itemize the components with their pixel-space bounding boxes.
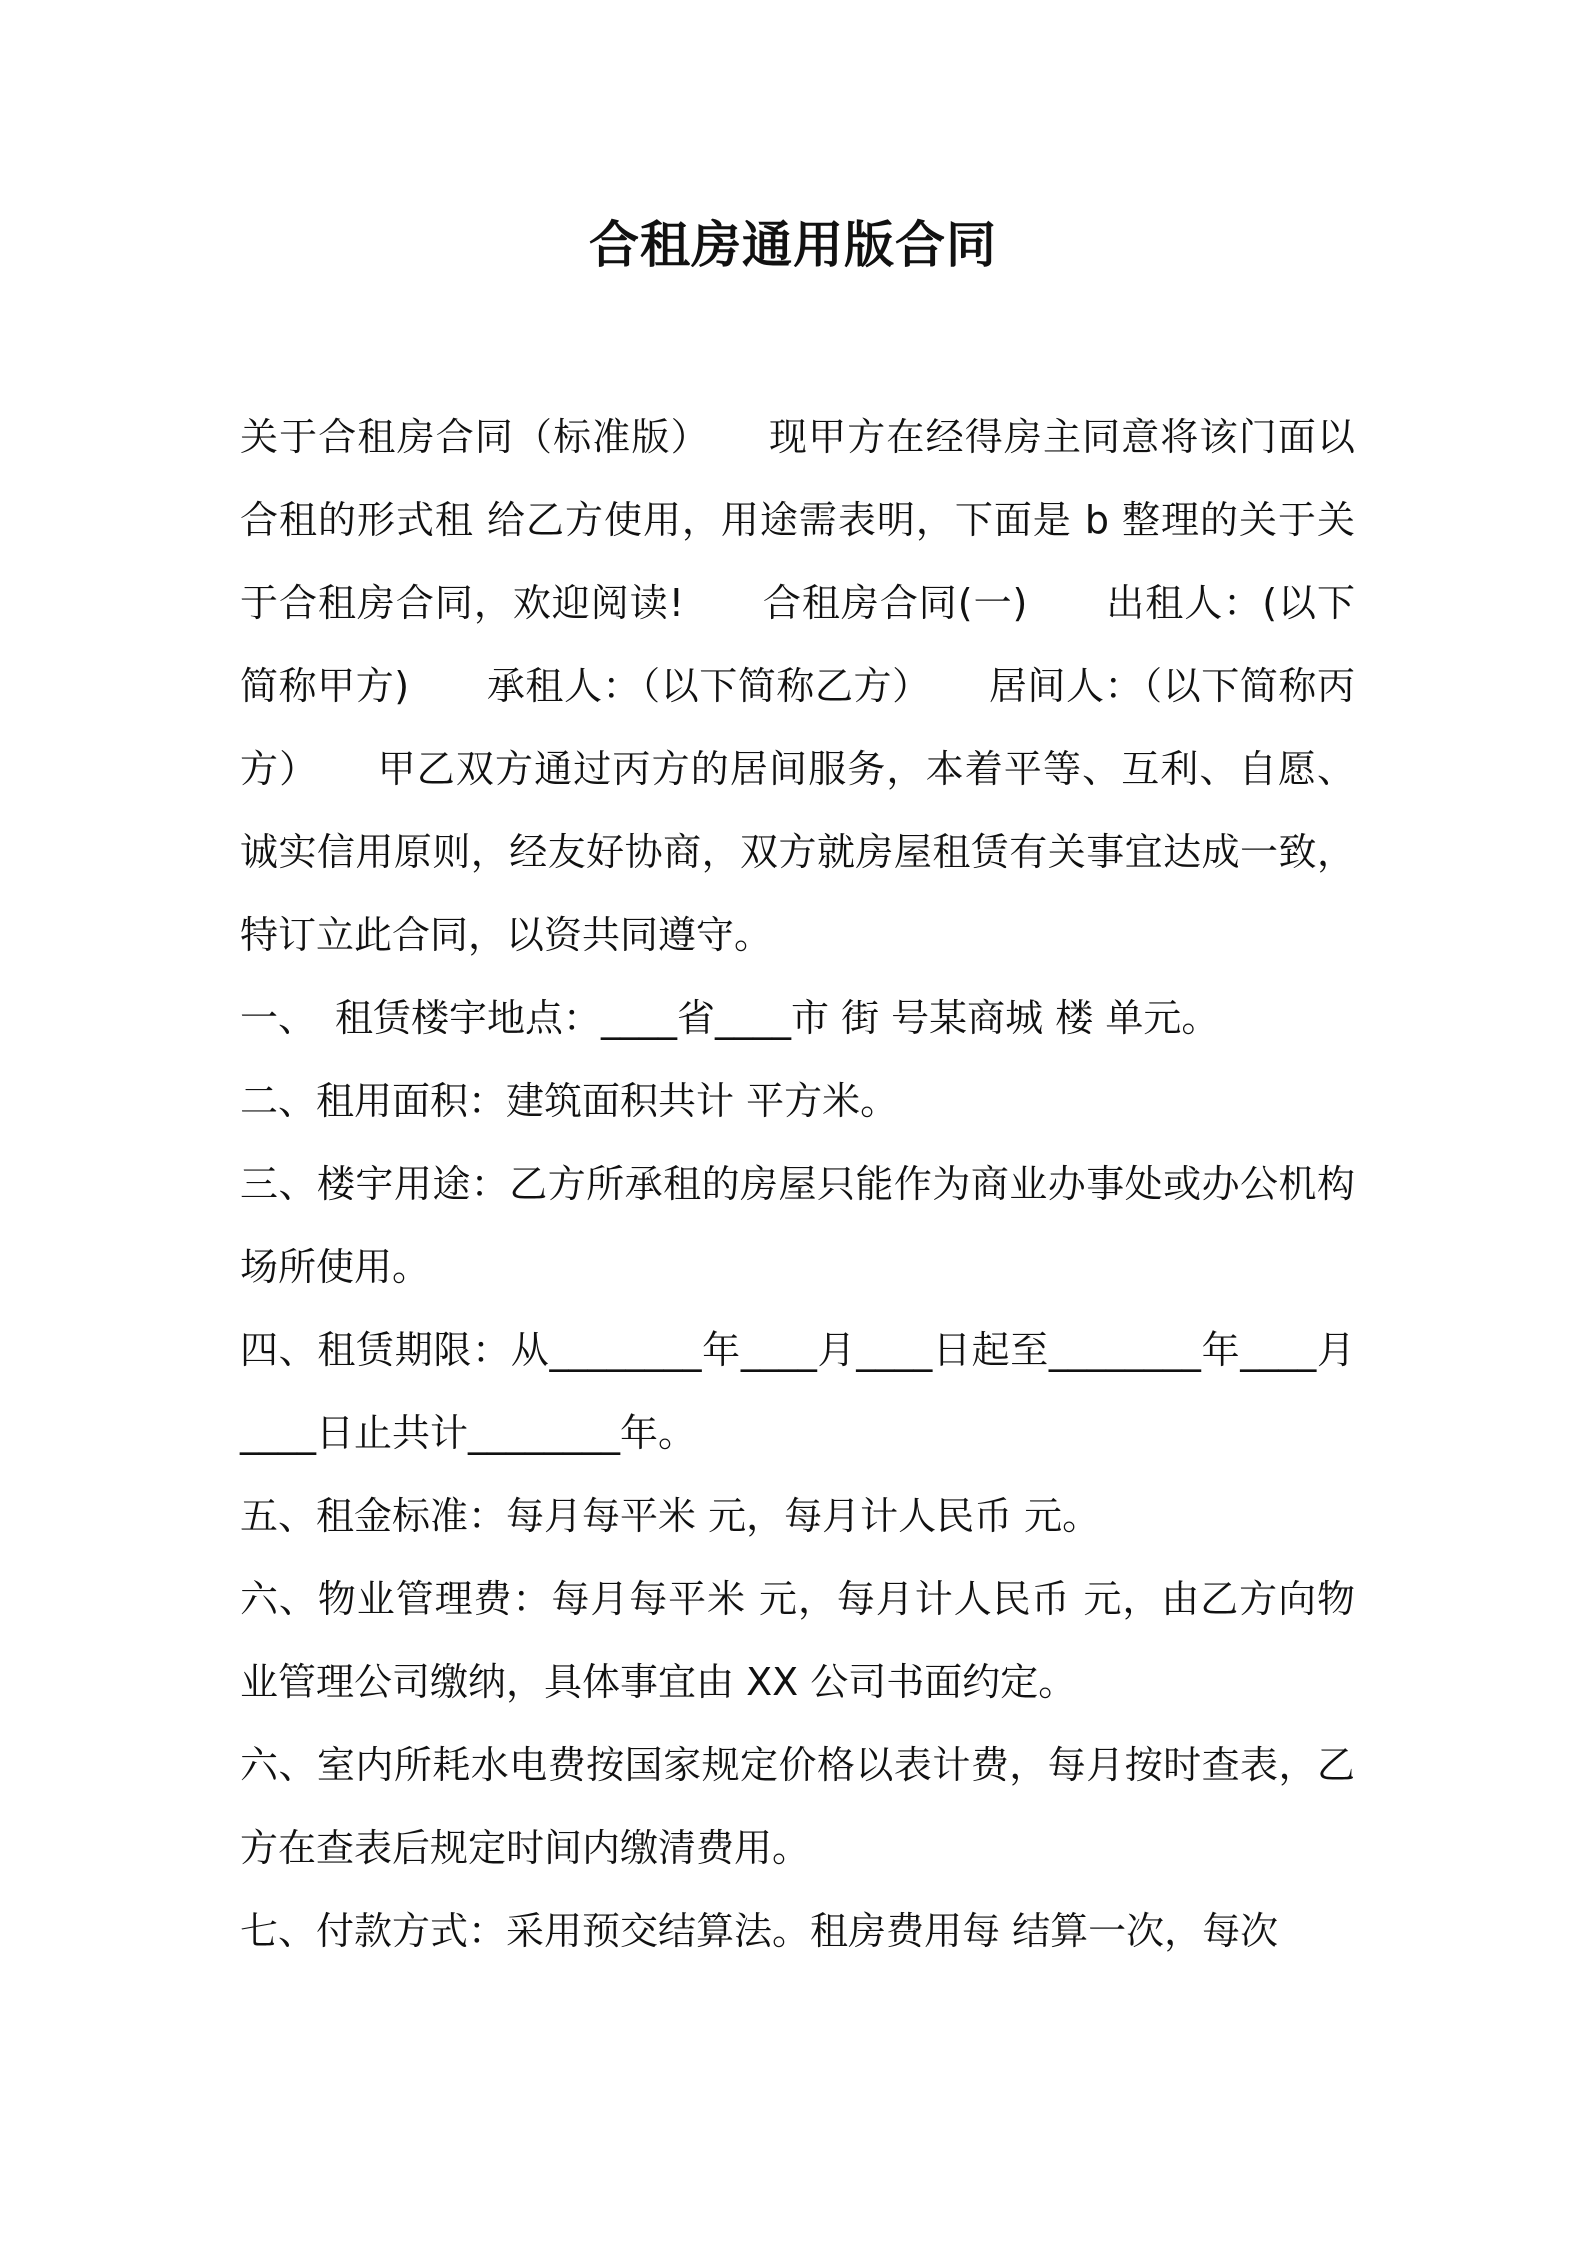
paragraph-clause-1: 一、 租赁楼宇地点：____省____市 街 号某商城 楼 单元。: [240, 996, 1220, 1040]
document-body: [240, 396, 1355, 1973]
paragraph-clause-6b: 六、室内所耗水电费按国家规定价格以表计费，每月按时查表，乙方在查表后规定时间内缴清费用。: [240, 1743, 1355, 1870]
paragraph-intro: 关于合租房合同（标准版） 现甲方在经得房主同意将该门面以合租的形式租 给乙方使用，用途需表明，下面是 b 整理的关于关于合租房合同，欢迎阅读! 合租房合同(一) 出租人：(以下简称甲方) 承租人：（以下简称乙方） 居间人：（以下简称丙方） 甲乙双方通过丙方的居间服务，本着平等、互利、自愿、诚实信用原则，经友好协商，双方就房屋租赁有关事宜达成一致，特订立此合同，以资共同遵守。: [240, 415, 1355, 957]
paragraph-clause-4: 四、租赁期限：从________年____月____日起至________年____月____日止共计________年。: [240, 1328, 1355, 1455]
paragraph-clause-5: 五、租金标准：每月每平米 元，每月计人民币 元。: [240, 1494, 1101, 1538]
paragraph-clause-6a: 六、物业管理费：每月每平米 元，每月计人民币 元，由乙方向物业管理公司缴纳，具体事宜由 XX 公司书面约定。: [240, 1577, 1355, 1704]
paragraph-clause-3: 三、楼宇用途：乙方所承租的房屋只能作为商业办事处或办公机构场所使用。: [240, 1162, 1355, 1289]
document-title: 合租房通用版合同: [589, 216, 997, 274]
paragraph-clause-2: 二、租用面积：建筑面积共计 平方米。: [240, 1079, 899, 1123]
paragraph-clause-7: 七、付款方式：采用预交结算法。租房费用每 结算一次，每次: [240, 1909, 1279, 1953]
